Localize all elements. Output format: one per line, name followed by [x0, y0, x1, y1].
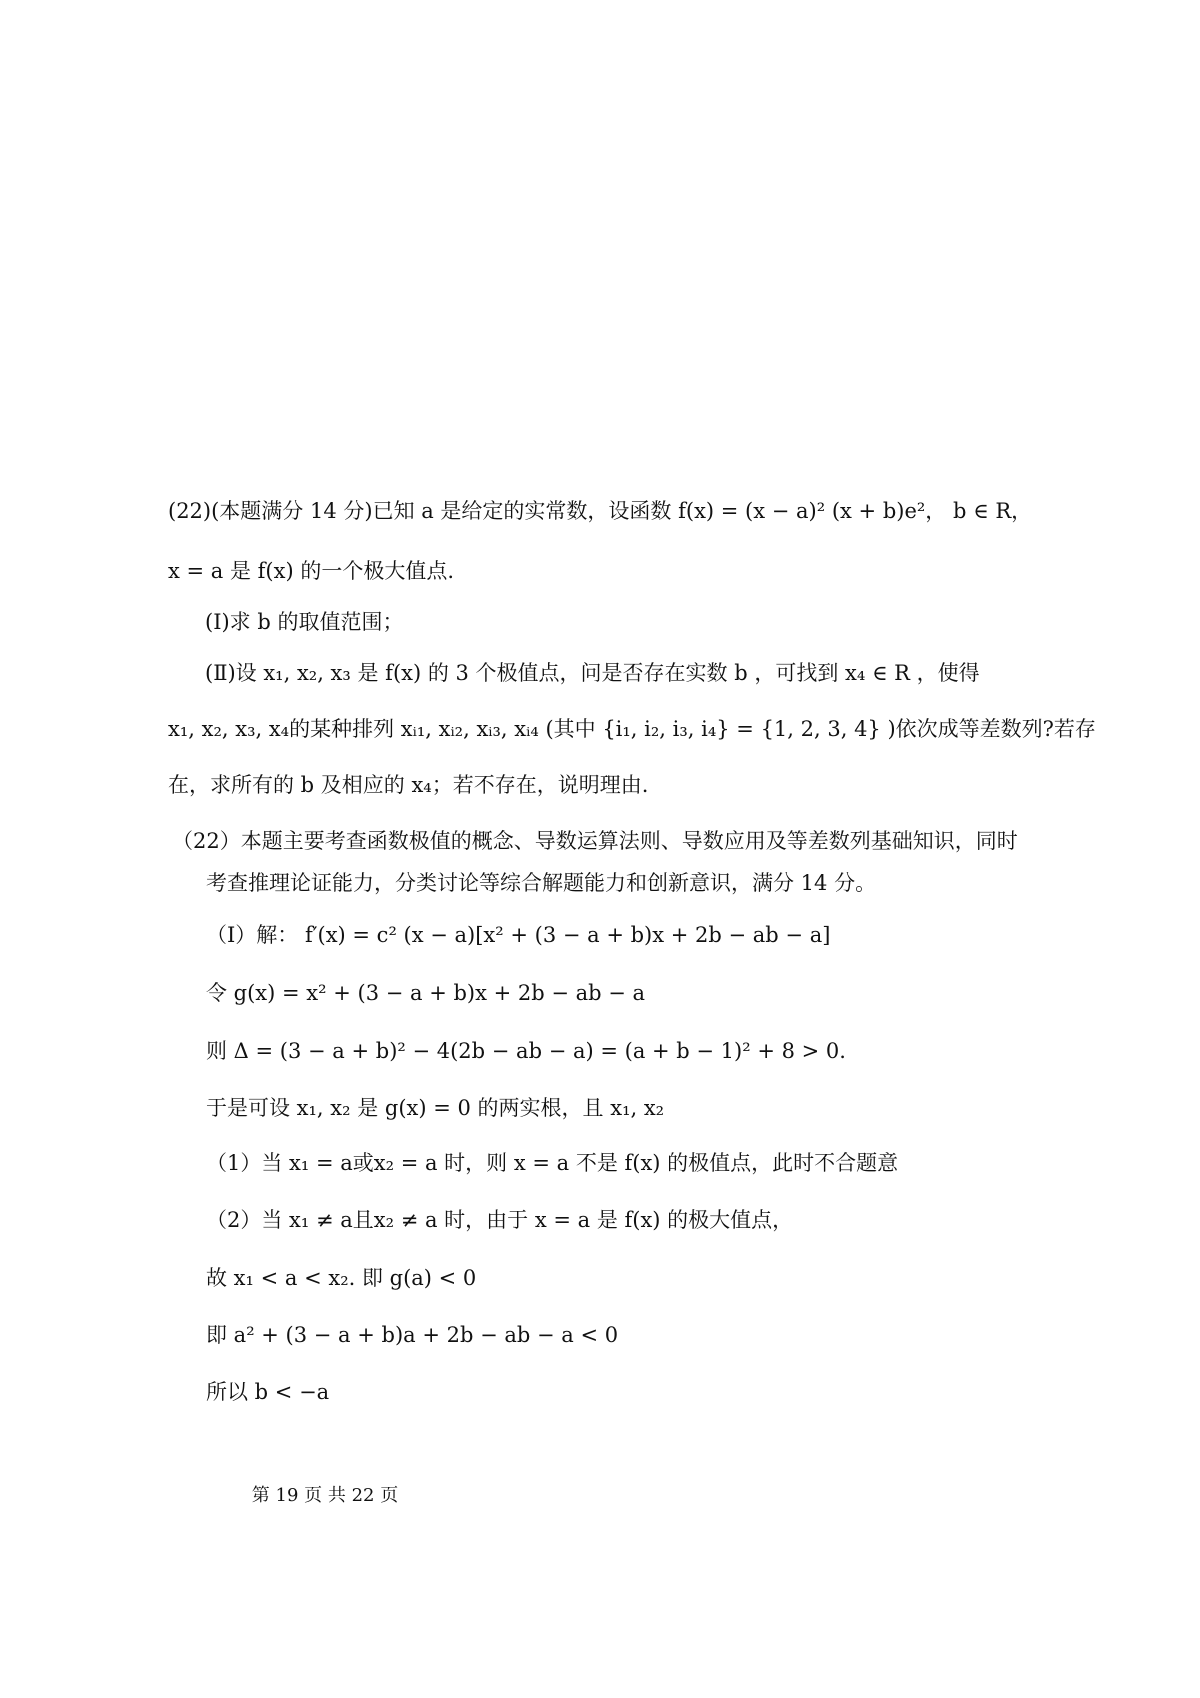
- solution-intro-line-2: 考查推理论证能力，分类讨论等综合解题能力和创新意识，满分 14 分。: [206, 871, 877, 895]
- problem-line-1: (22)(本题满分 14 分)已知 a 是给定的实常数，设函数 f(x) = (x − a)² (x + b)e²， b ∈ R，: [168, 499, 1033, 523]
- solution-step-8: 即 a² + (3 − a + b)a + 2b − ab − a < 0: [206, 1323, 619, 1347]
- solution-step-2: 令 g(x) = x² + (3 − a + b)x + 2b − ab − a: [206, 981, 646, 1005]
- page-footer: 第 19 页 共 22 页: [251, 1485, 399, 1506]
- solution-step-5: （1）当 x₁ = a或x₂ = a 时，则 x = a 不是 f(x) 的极值点，此时不合题意: [206, 1151, 899, 1175]
- solution-step-9: 所以 b < −a: [206, 1380, 330, 1404]
- problem-part-2-line-2: x₁, x₂, x₃, x₄的某种排列 xᵢ₁, xᵢ₂, xᵢ₃, xᵢ₄ (其中 {i₁, i₂, i₃, i₄} = {1, 2, 3, 4} )依次成等差数列?若存: [168, 717, 1096, 741]
- solution-step-3: 则 Δ = (3 − a + b)² − 4(2b − ab − a) = (a + b − 1)² + 8 > 0.: [206, 1039, 846, 1063]
- problem-part-2-line-3: 在，求所有的 b 及相应的 x₄；若不存在，说明理由.: [168, 773, 649, 797]
- problem-part-1: (Ⅰ)求 b 的取值范围；: [205, 610, 404, 634]
- solution-step-6: （2）当 x₁ ≠ a且x₂ ≠ a 时，由于 x = a 是 f(x) 的极大值点，: [206, 1208, 794, 1232]
- solution-intro-line-1: （22）本题主要考查函数极值的概念、导数运算法则、导数应用及等差数列基础知识，同时: [172, 829, 1018, 853]
- problem-line-2: x = a 是 f(x) 的一个极大值点.: [168, 559, 455, 583]
- solution-step-7: 故 x₁ < a < x₂. 即 g(a) < 0: [206, 1266, 477, 1290]
- solution-step-1: （Ⅰ）解： f′(x) = c² (x − a)[x² + (3 − a + b)x + 2b − ab − a]: [206, 923, 831, 947]
- problem-part-2-line-1: (Ⅱ)设 x₁, x₂, x₃ 是 f(x) 的 3 个极值点，问是否存在实数 b ，可找到 x₄ ∈ R ，使得: [205, 661, 980, 685]
- solution-step-4: 于是可设 x₁, x₂ 是 g(x) = 0 的两实根，且 x₁, x₂: [206, 1096, 665, 1120]
